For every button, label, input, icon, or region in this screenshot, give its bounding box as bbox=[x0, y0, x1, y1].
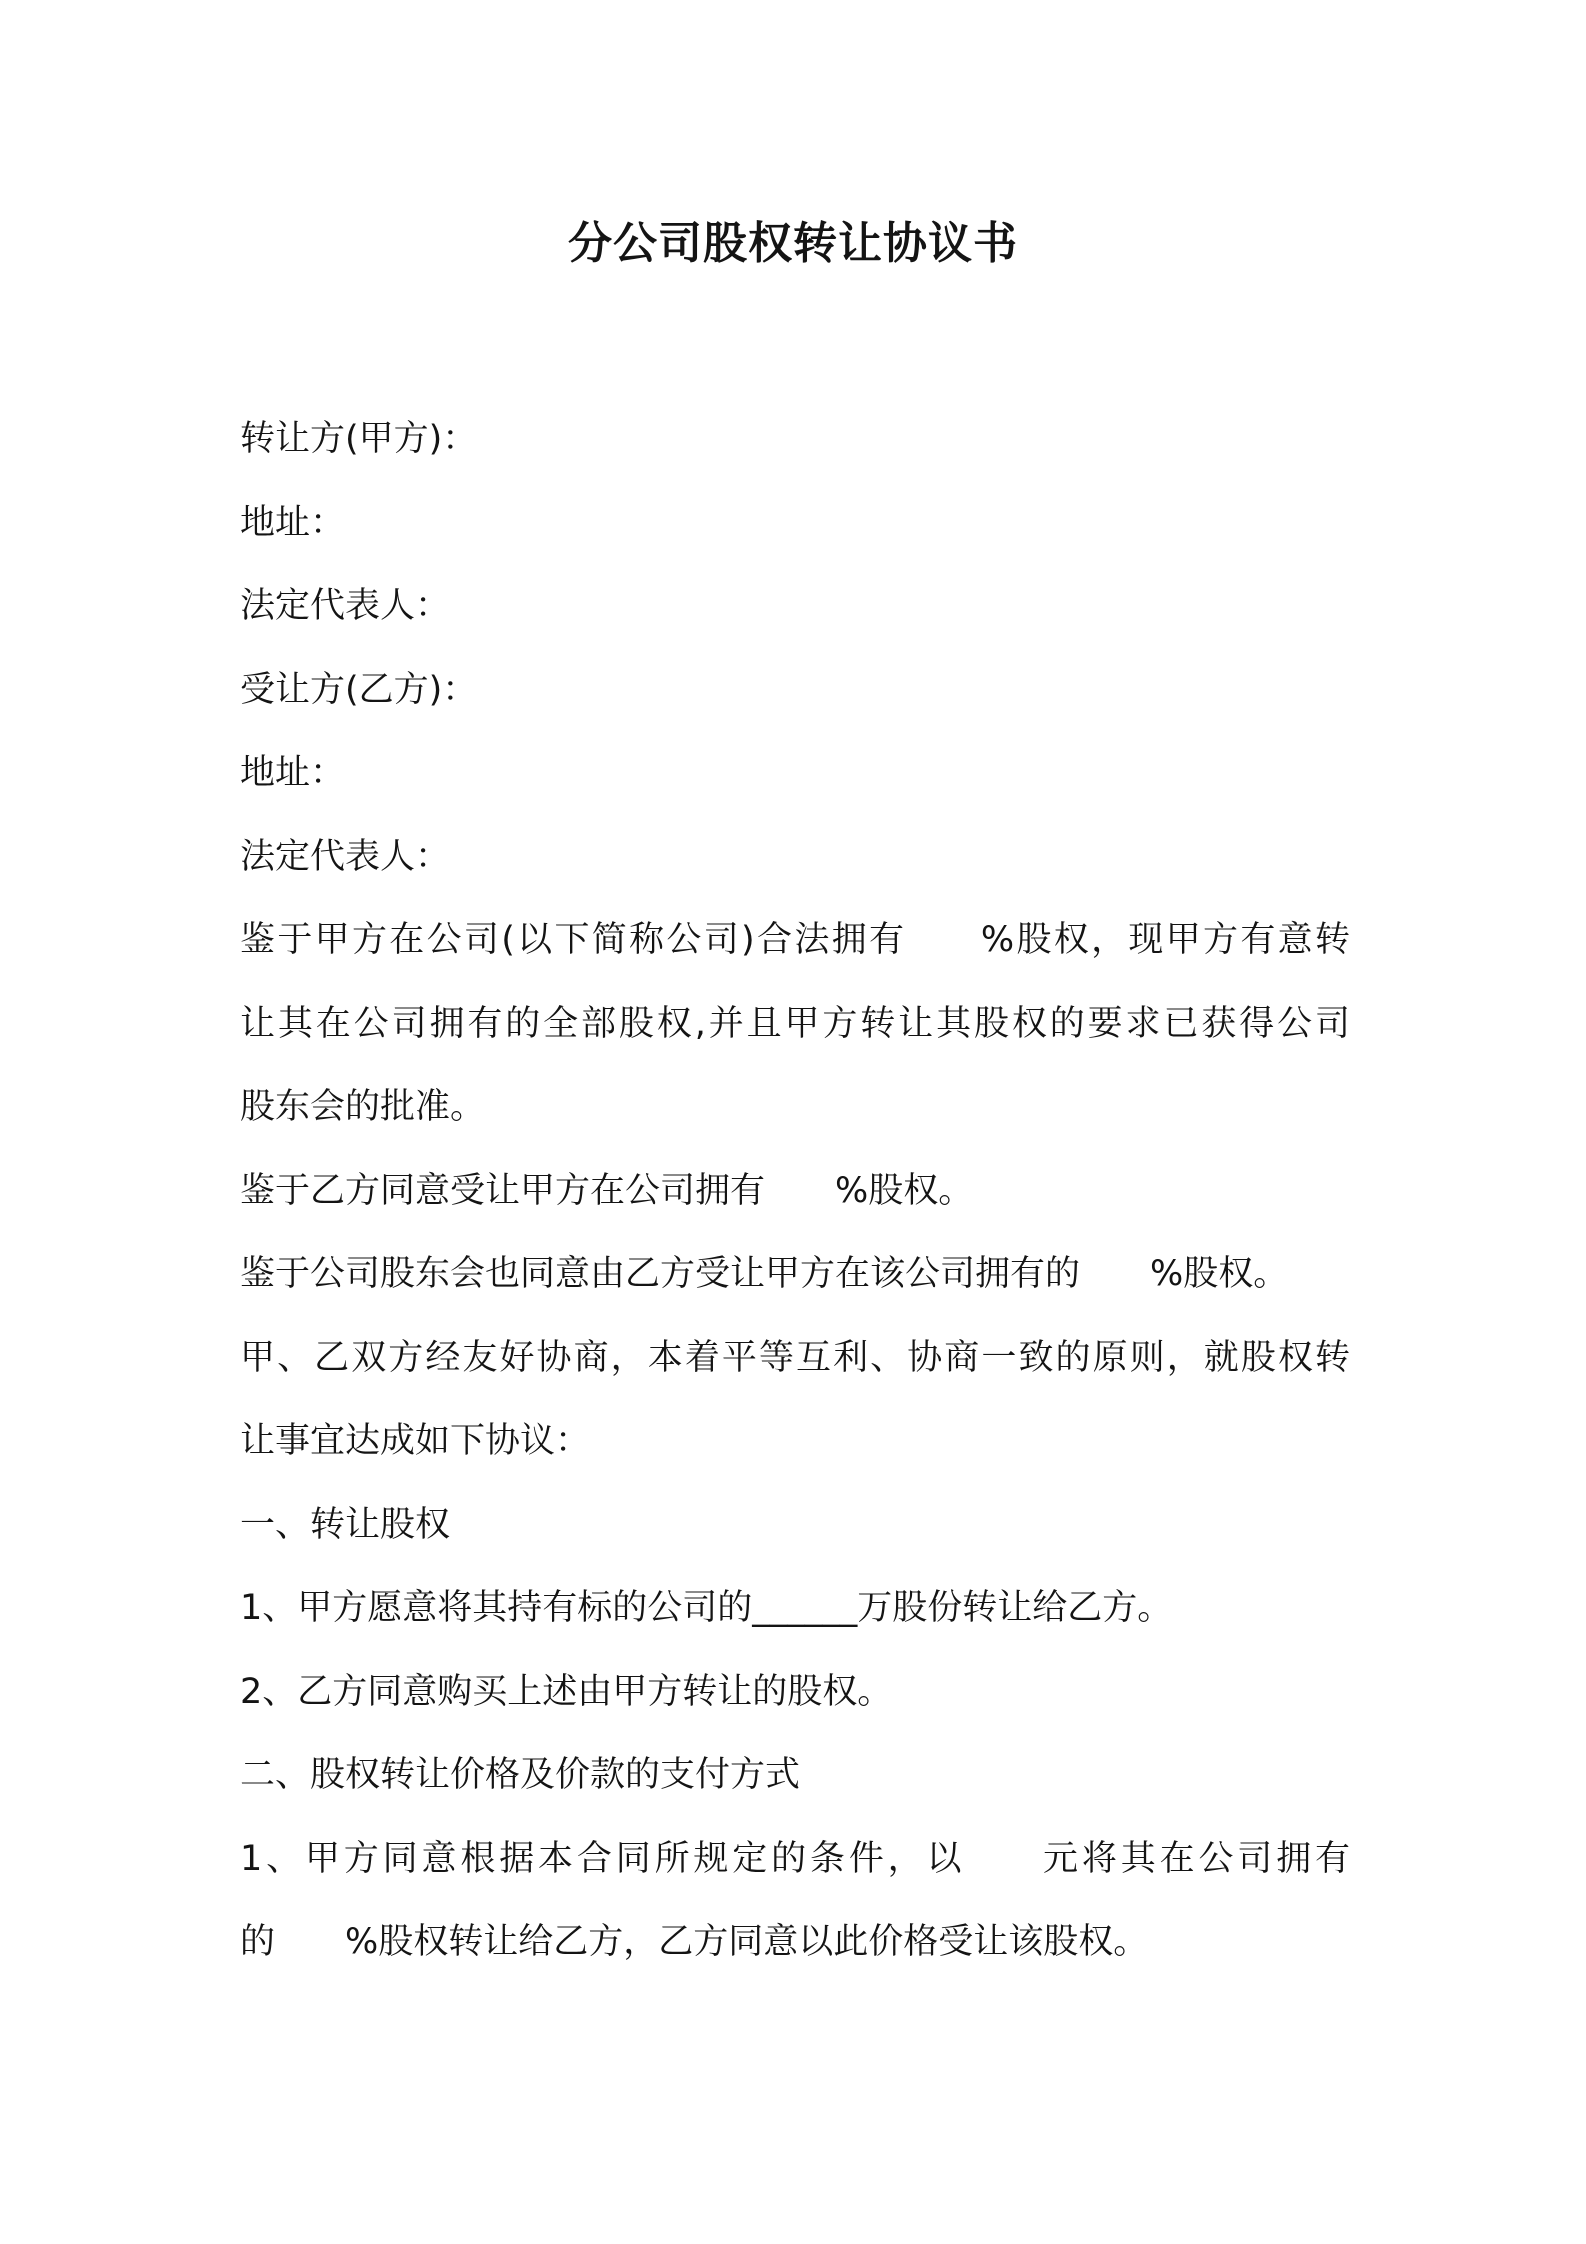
transferor-representative-label: 法定代表人： bbox=[240, 586, 451, 626]
recital-3: 鉴于公司股东会也同意由乙方受让甲方在该公司拥有的 %股权。 bbox=[240, 1254, 1289, 1294]
transferor-address-label: 地址： bbox=[240, 502, 346, 543]
document-body bbox=[240, 398, 1350, 1985]
section-2-clause-1-line-1: 1、甲方同意根据本合同所规定的条件，以 元将其在公司拥有 bbox=[240, 1838, 1350, 1879]
transferor-label: 转让方(甲方)： bbox=[240, 419, 478, 459]
section-2-clause-1-line-2: 的 %股权转让给乙方，乙方同意以此价格受让该股权。 bbox=[240, 1922, 1149, 1962]
transferee-label: 受让方(乙方)： bbox=[240, 669, 478, 710]
section-1-clause-2: 2、乙方同意购买上述由甲方转让的股权。 bbox=[240, 1671, 893, 1712]
agreement-intro-line-2: 让事宜达成如下协议： bbox=[240, 1421, 591, 1461]
recital-1-line-2: 让其在公司拥有的全部股权,并且甲方转让其股权的要求已获得公司 bbox=[240, 1003, 1350, 1044]
transferee-address-label: 地址： bbox=[240, 753, 346, 793]
recital-1-line-3: 股东会的批准。 bbox=[240, 1087, 486, 1127]
section-1-heading: 一、转让股权 bbox=[240, 1504, 451, 1545]
transferee-representative-label: 法定代表人： bbox=[240, 836, 451, 877]
section-2-heading: 二、股权转让价格及价款的支付方式 bbox=[240, 1755, 801, 1795]
agreement-intro-line-1: 甲、乙双方经友好协商，本着平等互利、协商一致的原则，就股权转 bbox=[240, 1337, 1350, 1378]
document-title: 分公司股权转让协议书 bbox=[568, 218, 1018, 269]
recital-2: 鉴于乙方同意受让甲方在公司拥有 %股权。 bbox=[240, 1170, 974, 1211]
recital-1-line-1: 鉴于甲方在公司(以下简称公司)合法拥有 %股权，现甲方有意转 bbox=[240, 920, 1350, 960]
section-1-clause-1: 1、甲方愿意将其持有标的公司的______万股份转让给乙方。 bbox=[240, 1588, 1173, 1628]
